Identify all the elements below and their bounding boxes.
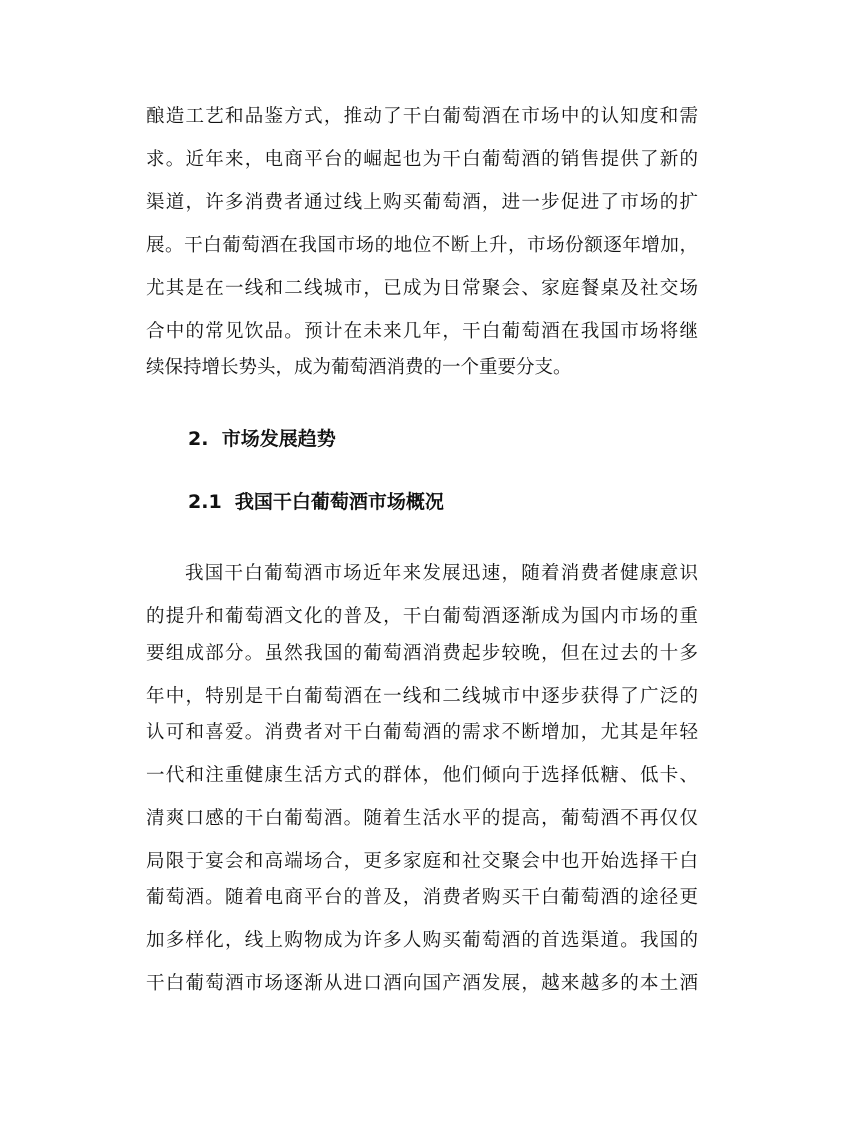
paragraph-1-line: 尤其是在一线和二线城市，已成为日常聚会、家庭餐桌及社交场: [146, 278, 698, 299]
section-title: 市场发展趋势: [221, 428, 336, 450]
paragraph-1-line: 求。近年来，电商平台的崛起也为干白葡萄酒的销售提供了新的: [146, 149, 698, 170]
paragraph-2-line: 认可和喜爱。消费者对干白葡萄酒的需求不断增加，尤其是年轻: [146, 722, 698, 743]
paragraph-1-line: 续保持增长势头，成为葡萄酒消费的一个重要分支。: [146, 357, 572, 378]
paragraph-2-line: 干白葡萄酒市场逐渐从进口酒向国产酒发展，越来越多的本土酒: [146, 973, 698, 994]
paragraph-2-line: 葡萄酒。随着电商平台的普及，消费者购买干白葡萄酒的途径更: [146, 887, 698, 908]
subsection-title: 我国干白葡萄酒市场概况: [234, 491, 444, 513]
paragraph-2-line: 年中，特别是干白葡萄酒在一线和二线城市中逐步获得了广泛的: [146, 686, 698, 707]
paragraph-2-line: 加多样化，线上购物成为许多人购买葡萄酒的首选渠道。我国的: [146, 930, 698, 951]
paragraph-2-line: 我国干白葡萄酒市场近年来发展迅速，随着消费者健康意识: [185, 563, 698, 584]
paragraph-1-line: 渠道，许多消费者通过线上购买葡萄酒，进一步促进了市场的扩: [146, 192, 698, 213]
paragraph-2-line: 的提升和葡萄酒文化的普及，干白葡萄酒逐渐成为国内市场的重: [146, 606, 698, 627]
paragraph-2-line: 清爽口感的干白葡萄酒。随着生活水平的提高，葡萄酒不再仅仅: [146, 808, 698, 829]
paragraph-1-line: 展。干白葡萄酒在我国市场的地位不断上升，市场份额逐年增加，: [146, 235, 698, 256]
paragraph-2-line: 要组成部分。虽然我国的葡萄酒消费起步较晚，但在过去的十多: [146, 643, 698, 664]
section-number: 2.: [188, 428, 209, 450]
paragraph-2-line: 一代和注重健康生活方式的群体，他们倾向于选择低糖、低卡、: [146, 765, 698, 786]
subsection-heading: [188, 488, 444, 516]
section-heading: [188, 425, 336, 453]
paragraph-1-line: 合中的常见饮品。预计在未来几年，干白葡萄酒在我国市场将继: [146, 321, 698, 342]
paragraph-1-line: 酿造工艺和品鉴方式，推动了干白葡萄酒在市场中的认知度和需: [146, 106, 698, 127]
paragraph-2-line: 局限于宴会和高端场合，更多家庭和社交聚会中也开始选择干白: [146, 851, 698, 872]
subsection-number: 2.1: [188, 491, 222, 513]
